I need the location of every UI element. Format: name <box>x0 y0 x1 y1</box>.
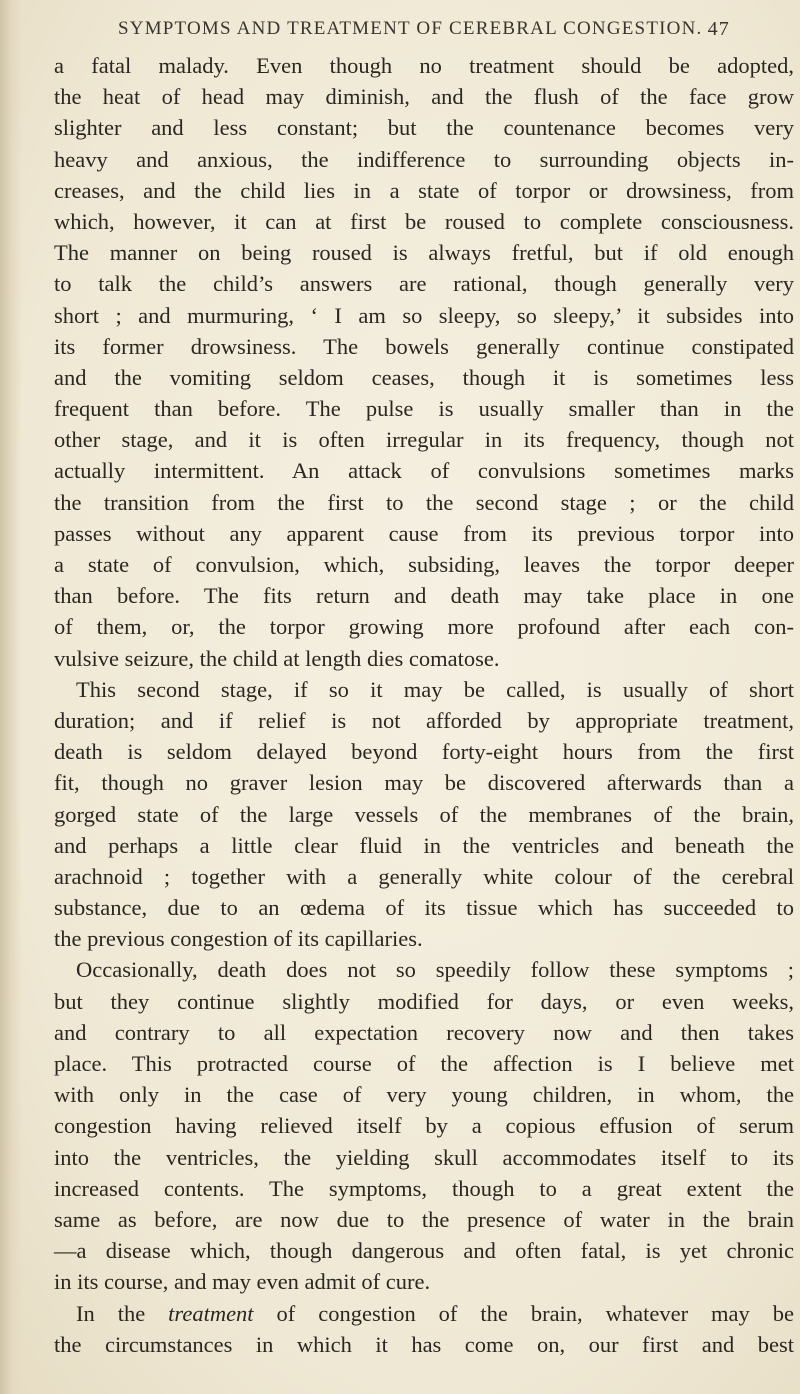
text-line: substance, due to an œdema of its tissue which has succeeded to <box>54 895 794 921</box>
text-line: place. This protracted course of the affection is I believe met <box>54 1051 794 1076</box>
text-line: into the ventricles, the yielding skull accommodates itself to its <box>54 1144 794 1170</box>
text-line: This second stage, if so it may be called, is usually of short <box>76 676 794 702</box>
text-line: in its course, and may even admit of cure. <box>54 1269 431 1295</box>
italic-term: treatment <box>168 1300 254 1326</box>
text-run: of congestion of the brain, whatever may be <box>253 1300 794 1326</box>
text-run: In the <box>76 1300 169 1326</box>
text-line: The manner on being roused is always fretful, but if old enough <box>54 240 794 266</box>
text-line: passes without any apparent cause from its previous torpor into <box>54 520 794 546</box>
text-line: its former drowsiness. The bowels generally continue constipated <box>54 333 794 359</box>
text-line: the transition from the first to the second stage ; or the child <box>54 489 794 515</box>
text-line: a fatal malady. Even though no treatment should be adopted, <box>54 53 794 78</box>
text-line: the previous congestion of its capillaries. <box>54 926 423 952</box>
text-line: the circumstances in which it has come on, our first and best <box>54 1331 794 1357</box>
text-line: creases, and the child lies in a state of torpor or drowsiness, from <box>54 177 794 203</box>
text-line: increased contents. The symptoms, though to a great extent the <box>54 1175 794 1201</box>
text-line: other stage, and it is often irregular in its frequency, though not <box>54 427 794 453</box>
text-line: vulsive seizure, the child at length dies comatose. <box>54 645 500 671</box>
running-head-title: SYMPTOMS AND TREATMENT OF CEREBRAL CONGESTION. <box>118 18 703 39</box>
text-line: duration; and if relief is not afforded by appropriate treatment, <box>54 707 794 733</box>
page-number: 47 <box>707 18 730 40</box>
text-line: than before. The fits return and death may take place in one <box>54 583 794 609</box>
text-line: but they continue slightly modified for days, or even weeks, <box>54 988 794 1014</box>
text-line: arachnoid ; together with a generally white colour of the cerebral <box>54 863 794 889</box>
text-line: —a disease which, though dangerous and often fatal, is yet chronic <box>54 1238 794 1264</box>
text-line: Occasionally, death does not so speedily follow these symptoms ; <box>76 957 794 983</box>
running-head <box>118 12 730 46</box>
text-line: fit, though no graver lesion may be discovered afterwards than a <box>54 770 794 796</box>
text-line: congestion having relieved itself by a copious effusion of serum <box>54 1113 794 1139</box>
text-line: a state of convulsion, which, subsiding, leaves the torpor deeper <box>54 552 794 577</box>
text-line: with only in the case of very young children, in whom, the <box>54 1082 794 1108</box>
text-line: and perhaps a little clear fluid in the ventricles and beneath the <box>54 832 794 858</box>
text-line: gorged state of the large vessels of the membranes of the brain, <box>54 801 794 827</box>
text-line: and contrary to all expectation recovery now and then takes <box>54 1019 794 1045</box>
text-line: slighter and less constant; but the countenance becomes very <box>54 115 794 141</box>
text-line: same as before, are now due to the presence of water in the brain <box>54 1206 794 1232</box>
text-line: to talk the child’s answers are rational, though generally very <box>54 271 794 297</box>
text-line: death is seldom delayed beyond forty-eight hours from the first <box>54 739 794 765</box>
text-line: the heat of head may diminish, and the flush of the face grow <box>54 84 794 110</box>
text-line: which, however, it can at first be roused to complete consciousness. <box>54 208 794 234</box>
body-text <box>54 50 796 1360</box>
text-line: frequent than before. The pulse is usually smaller than in the <box>54 396 794 422</box>
text-line: and the vomiting seldom ceases, though it is sometimes less <box>54 364 794 390</box>
text-line: of them, or, the torpor growing more profound after each con- <box>54 614 794 640</box>
text-line: actually intermittent. An attack of convulsions sometimes marks <box>54 458 794 484</box>
text-line: heavy and anxious, the indifference to surrounding objects in- <box>54 146 794 172</box>
text-line: short ; and murmuring, ‘ I am so sleepy, so sleepy,’ it subsides into <box>54 302 794 328</box>
text-line <box>54 1298 794 1329</box>
binding-shadow <box>0 0 22 1394</box>
